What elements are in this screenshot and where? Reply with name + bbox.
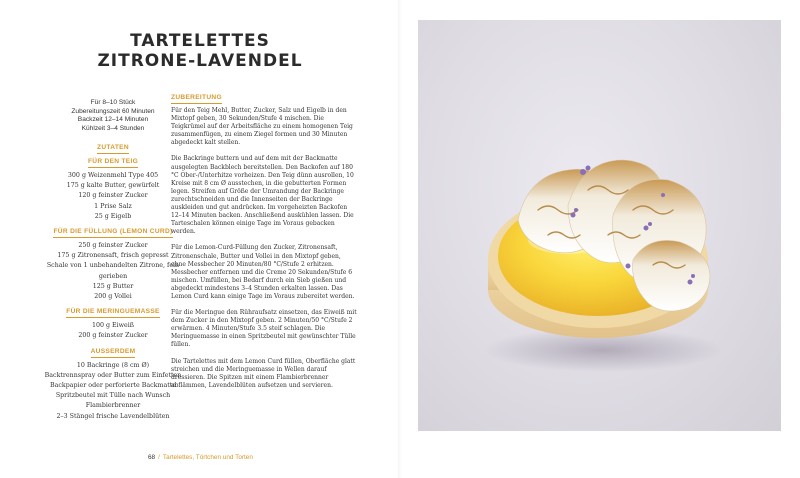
preparation-step: Die Backringe buttern und auf dem mit der Backmatte ausgelegten Backblech bereitstellen. Den Backofen auf 180 °C Ober-/Unterhitze vorheizen. Den Teig dünn ausrollen, 10 Kreise mit 8 cm Ø ausstechen, in die gebutterten Formen legen. Streifen auf Größe der Umrandung der Backringe zurechtschneiden und die Innenseiten der Backringe auskleiden und gut andrücken. Im vorgeheizten Backofen 12–14 Minuten backen. Anschließend auskühlen lassen. Die Tarteschalen können einige Tage im Voraus gebacken werden.: [171, 155, 354, 236]
ingredient-item: 200 g Vollei: [94, 293, 132, 301]
ingredient-item: 1 Prise Salz: [94, 202, 132, 210]
footer-separator: /: [158, 454, 160, 461]
preparation-step: Für den Teig Mehl, Butter, Zucker, Salz und Eigelb in den Mixtopf geben, 30 Sekunden/Stufe 4 mischen. Die Teigkrümel auf der Arbeitsfläche zu einem homogenen Teig zusammenfügen, zu einem Ziegel formen und 30 Minuten abgedeckt kalt stellen.: [171, 107, 353, 147]
ingredient-item: 200 g feinster Zucker: [78, 332, 148, 340]
section-name: Tartelettes, Törtchen und Torten: [162, 454, 253, 461]
ingredient-item: 125 g Butter: [92, 282, 134, 290]
preparation-block: [171, 94, 357, 398]
book-fold: [398, 0, 402, 478]
ingredient-item: 2–3 Stängel frische Lavendelblüten: [56, 412, 170, 420]
page-number: 68: [148, 454, 156, 461]
ingredient-item: Spritzbeutel mit Tülle nach Wunsch: [55, 392, 171, 400]
page-footer: [148, 454, 253, 461]
ingredient-item: Backtrennspray oder Butter zum Einfetten: [44, 371, 182, 379]
prep-time: Zubereitungszeit 60 Minuten: [71, 107, 155, 115]
ingredient-item: Schale von 1 unbehandelten Zitrone, fein gerieben: [46, 262, 180, 280]
preparation-heading: ZUBEREITUNG: [171, 94, 222, 104]
ingredients-heading: ZUTATEN: [97, 144, 129, 154]
group-heading-fuellung: FÜR DIE FÜLLUNG (LEMON CURD): [53, 228, 172, 238]
ingredient-item: 10 Backringe (8 cm Ø): [76, 361, 150, 369]
ingredient-item: 300 g Weizenmehl Type 405: [67, 172, 159, 179]
ingredient-item: Flambierbrenner: [85, 402, 141, 410]
recipe-title-line1: TARTELETTES: [130, 31, 270, 51]
ingredient-item: 175 g kalte Butter, gewürfelt: [66, 182, 160, 190]
preparation-step: Für die Lemon-Curd-Füllung den Zucker, Zitronensaft, Zitronenschale, Butter und Vollei in den Mixtopf geben, ohne Messbecher 20 Minuten/80 °C/Stufe 2 erhitzen. Messbecher entfernen und die Creme 20 Sekunden/Stufe 6 mischen. Umfüllen, bei Bedarf durch ein Sieb gießen und abgedeckt mindestens 3–4 Stunden erkalten lassen. Das Lemon Curd kann einige Tage im Voraus zubereitet werden.: [171, 244, 355, 300]
ingredient-item: 120 g feinster Zucker: [78, 192, 148, 200]
preparation-step: Für die Meringue den Rühraufsatz einsetzen, das Eiweiß mit dem Zucker in den Mixtopf geben. 2 Minuten/50 °C/Stufe 2 erwärmen. 4 Minuten/Stufe 3.5 steif schlagen. Die Meringuemasse in einen Spritzbeutel mit gewünschter Tülle füllen.: [171, 309, 357, 349]
ingredient-item: 175 g Zitronensaft, frisch gepresst: [57, 252, 169, 260]
chill-time: Kühlzeit 3–4 Stunden: [81, 124, 145, 132]
recipe-meta: [38, 99, 188, 133]
tartelette-illustration: [418, 20, 781, 431]
ingredients-block: [38, 142, 188, 422]
ingredient-item: Backpapier oder perforierte Backmatte: [50, 382, 176, 390]
bake-time: Backzeit 12–14 Minuten: [77, 116, 149, 123]
group-heading-meringue: FÜR DIE MERINGUEMASSE: [66, 308, 160, 318]
group-heading-teig: FÜR DEN TEIG: [88, 158, 138, 168]
preparation-step: Die Tartelettes mit dem Lemon Curd füllen, Oberfläche glatt streichen und die Meringuemasse in Wellen darauf dressieren. Die Spitzen mit einem Flambierbrenner abflämmen, Lavendelblüten aufsetzen und servieren.: [171, 357, 356, 389]
tartelette-photo: [418, 20, 781, 431]
ingredient-item: 25 g Eigelb: [94, 212, 132, 220]
group-heading-ausserdem: AUSSERDEM: [91, 348, 136, 358]
ingredient-item: 100 g Eiweiß: [92, 322, 134, 330]
servings: Für 8–10 Stück: [90, 99, 136, 106]
recipe-title-line2: ZITRONE-LAVENDEL: [97, 51, 303, 71]
ingredient-item: 250 g feinster Zucker: [78, 242, 148, 250]
